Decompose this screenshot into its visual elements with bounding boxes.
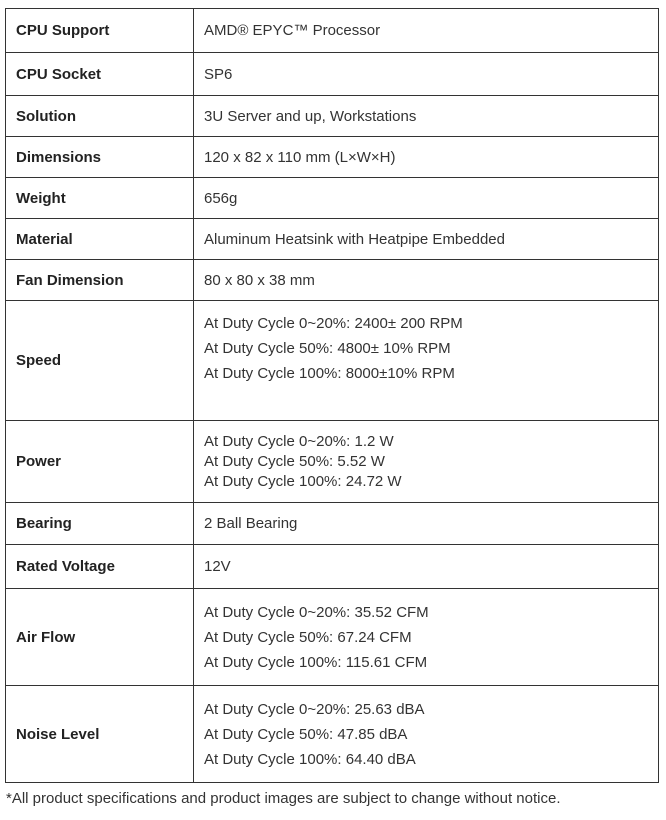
spec-row-power (6, 421, 659, 503)
spec-row-weight (6, 178, 659, 219)
spec-label: Bearing (6, 503, 194, 545)
spec-label: Dimensions (6, 137, 194, 178)
spec-value (194, 9, 659, 53)
spec-label: CPU Socket (6, 53, 194, 96)
spec-value (194, 96, 659, 137)
spec-row-material (6, 219, 659, 260)
spec-value-line: At Duty Cycle 50%: 4800± 10% RPM (204, 340, 451, 357)
spec-value-line: At Duty Cycle 0~20%: 1.2 W (204, 432, 394, 450)
spec-row-noise-level (6, 686, 659, 783)
spec-value-line: At Duty Cycle 100%: 115.61 CFM (204, 653, 428, 671)
spec-value (194, 219, 659, 260)
spec-value-line: AMD® EPYC™ Processor (204, 22, 381, 39)
spec-label: CPU Support (6, 9, 194, 53)
spec-row-speed (6, 301, 659, 421)
spec-value (194, 686, 659, 783)
spec-value (194, 503, 659, 545)
spec-value (194, 301, 659, 421)
spec-label: Weight (6, 178, 194, 219)
spec-label: Fan Dimension (6, 260, 194, 301)
spec-label: Solution (6, 96, 194, 137)
spec-value-line: At Duty Cycle 0~20%: 35.52 CFM (204, 603, 429, 621)
spec-value (194, 53, 659, 96)
spec-value-line: SP6 (204, 65, 233, 83)
spec-value (194, 589, 659, 686)
spec-label: Speed (6, 301, 194, 421)
spec-label: Air Flow (6, 589, 194, 686)
spec-value-line: At Duty Cycle 50%: 47.85 dBA (204, 725, 408, 743)
spec-row-cpu-support (6, 9, 659, 53)
spec-value (194, 260, 659, 301)
spec-value-line: At Duty Cycle 50%: 67.24 CFM (204, 628, 412, 646)
spec-value (194, 545, 659, 589)
spec-value-line: 656g (204, 189, 238, 207)
spec-value-line: 80 x 80 x 38 mm (204, 271, 315, 289)
spec-value-line: At Duty Cycle 0~20%: 2400± 200 RPM (204, 315, 463, 332)
spec-value-line: At Duty Cycle 0~20%: 25.63 dBA (204, 700, 425, 718)
spec-value-line: 12V (204, 558, 231, 575)
spec-label: Rated Voltage (6, 545, 194, 589)
spec-value-line: 120 x 82 x 110 mm (L×W×H) (204, 148, 396, 166)
spec-value-line: Aluminum Heatsink with Heatpipe Embedded (204, 230, 505, 248)
spec-row-rated-voltage (6, 545, 659, 589)
disclaimer-footnote: *All product specifications and product images are subject to change without notice. (6, 790, 561, 807)
spec-row-cpu-socket (6, 53, 659, 96)
spec-row-bearing (6, 503, 659, 545)
spec-row-air-flow (6, 589, 659, 686)
spec-table (5, 8, 659, 783)
spec-value-line: At Duty Cycle 100%: 8000±10% RPM (204, 365, 455, 382)
spec-value-line: At Duty Cycle 100%: 64.40 dBA (204, 750, 416, 768)
spec-label: Power (6, 421, 194, 503)
spec-label: Noise Level (6, 686, 194, 783)
spec-row-fan-dimension (6, 260, 659, 301)
spec-value-line: 3U Server and up, Workstations (204, 107, 417, 125)
spec-label: Material (6, 219, 194, 260)
spec-value (194, 137, 659, 178)
spec-value-line: At Duty Cycle 100%: 24.72 W (204, 472, 402, 490)
spec-value-line: At Duty Cycle 50%: 5.52 W (204, 452, 385, 470)
spec-value (194, 421, 659, 503)
spec-value (194, 178, 659, 219)
spec-row-solution (6, 96, 659, 137)
spec-row-dimensions (6, 137, 659, 178)
spec-value-line: 2 Ball Bearing (204, 515, 298, 532)
